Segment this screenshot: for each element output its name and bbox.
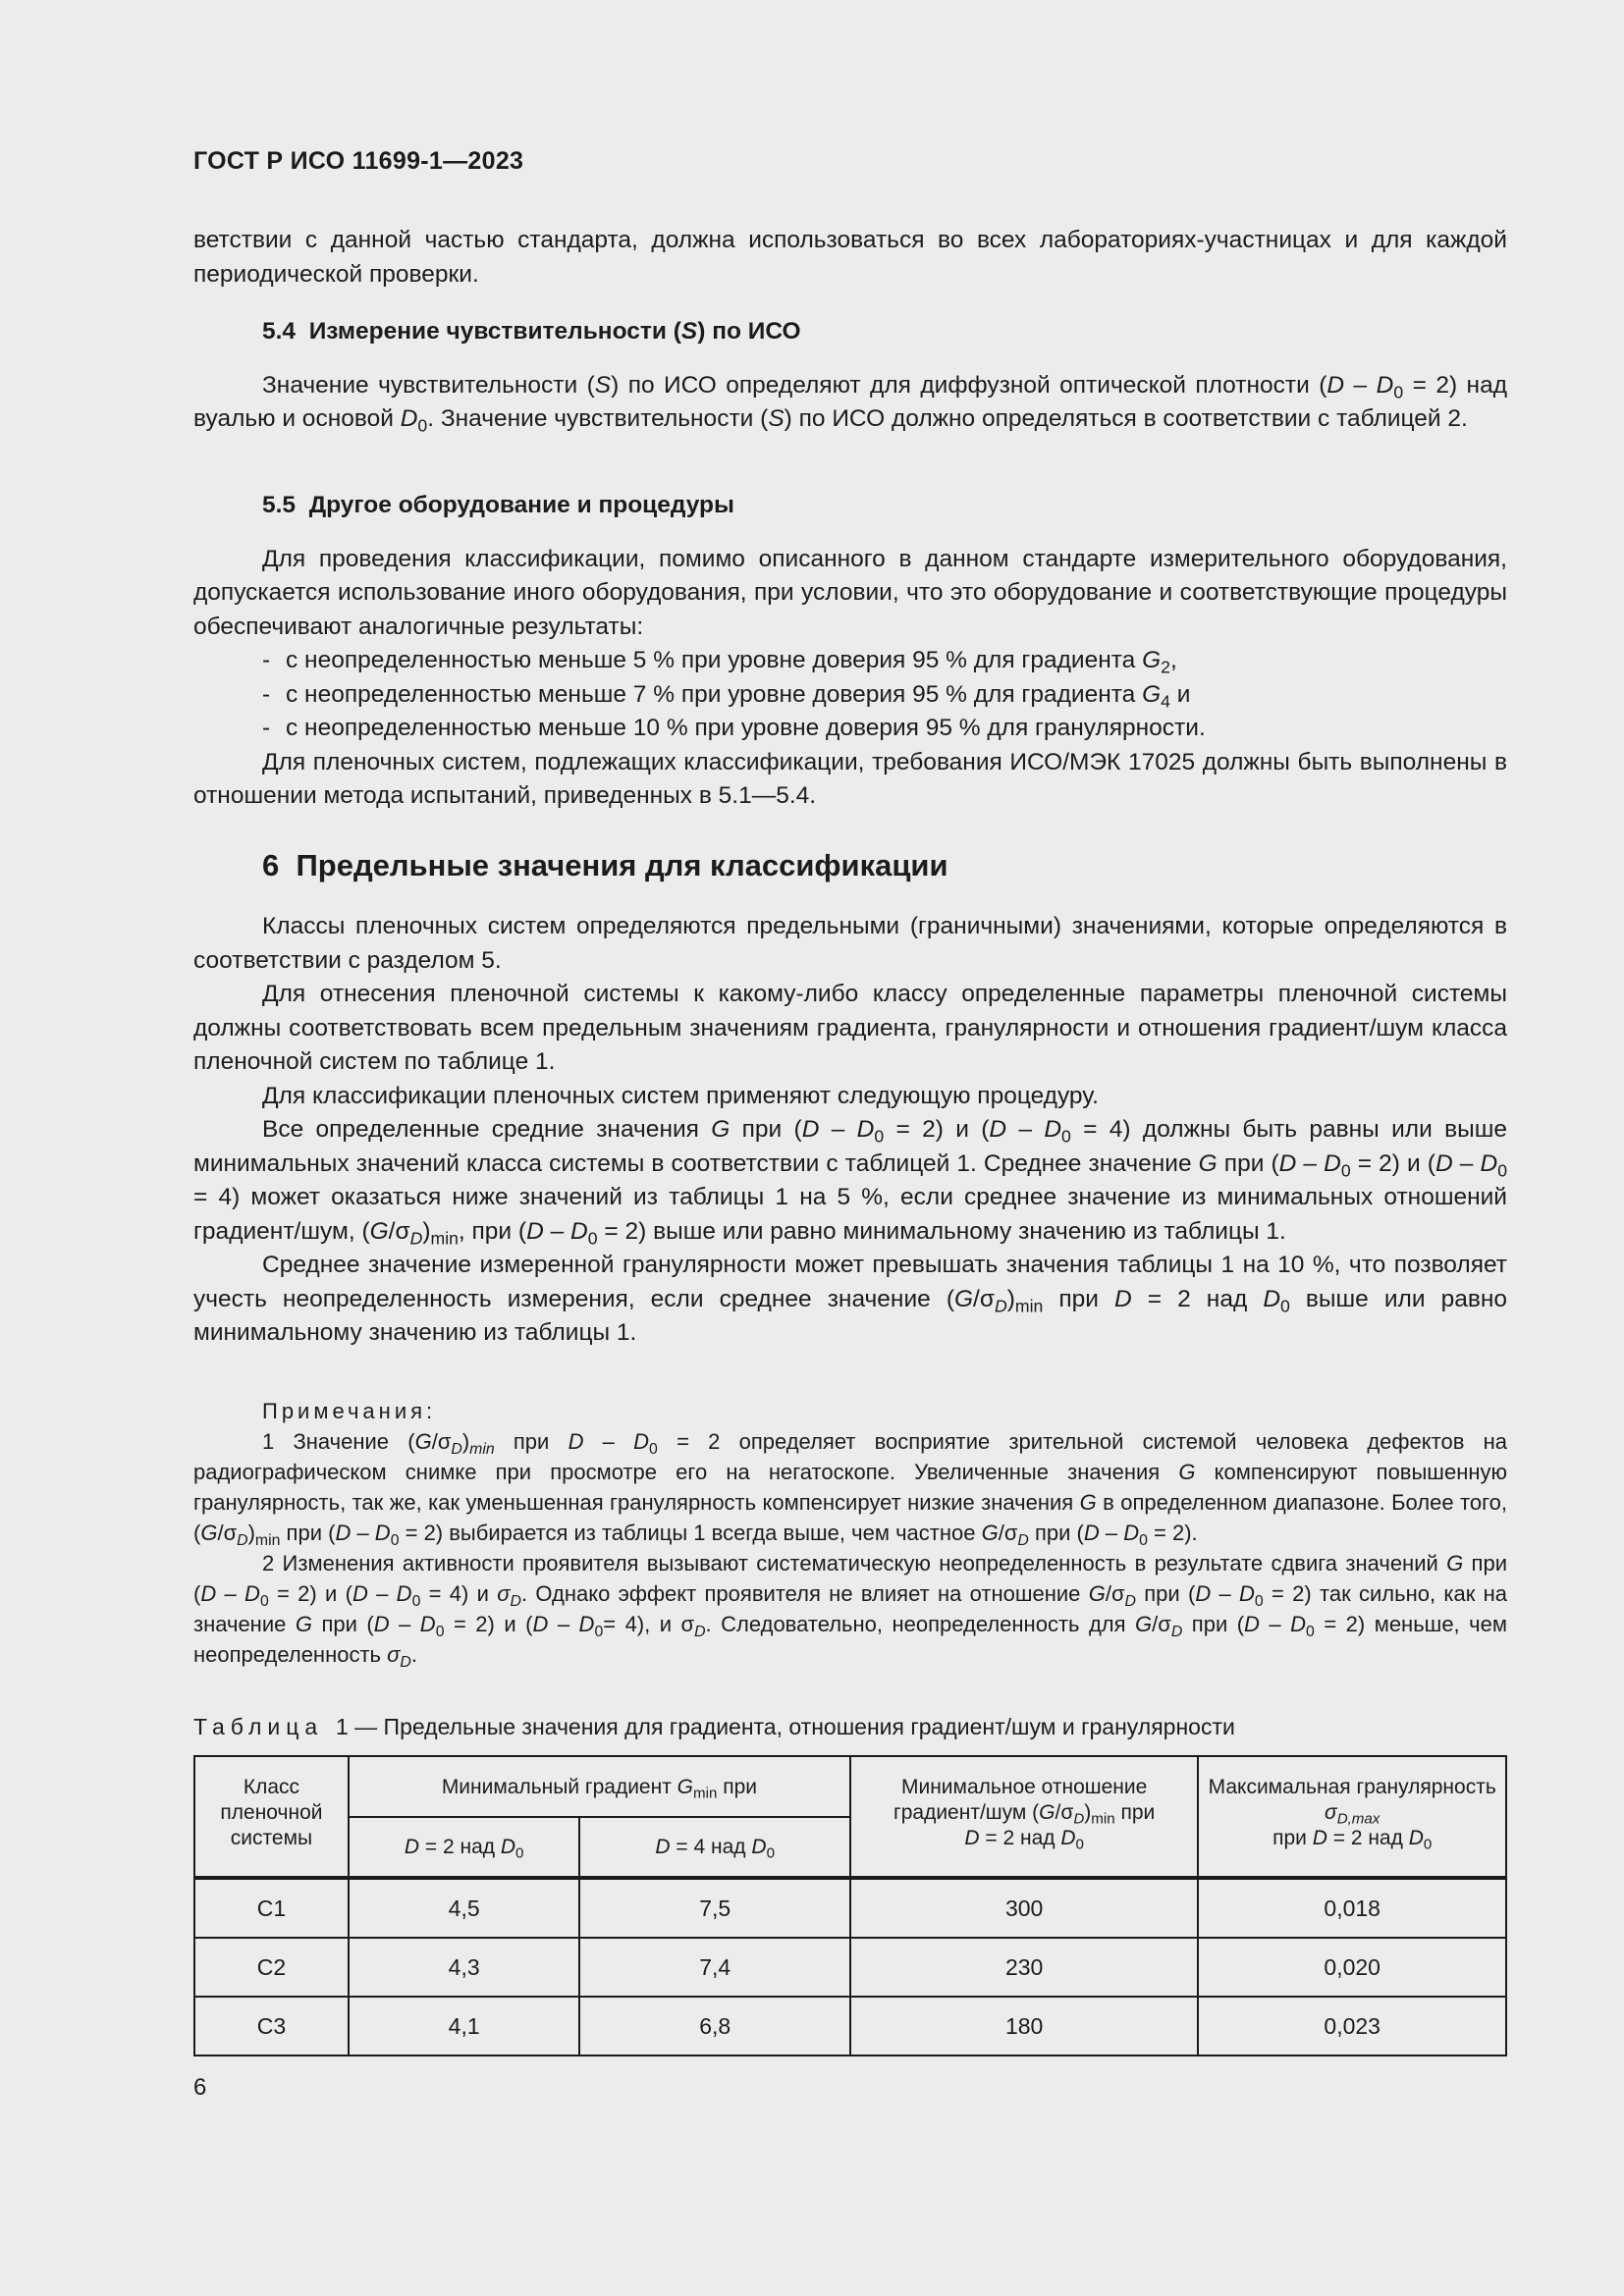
section-5-5-paragraph-1: Для проведения классификации, помимо описанного в данном стандарте измерительного оборудования, допускается использование иного оборудования, при условии, что это оборудование и соответствующие процедуры обеспечивают аналогичные результаты: <box>193 545 1507 640</box>
list-item: - с неопределенностью меньше 7 % при уровне доверия 95 % для градиента $G_4$ и <box>262 680 1191 711</box>
section-5-4-paragraph: Значение чувствительности (S) по ИСО определяют для диффузной оптической плотности $(D - D_0 = 2)$ над вуалью и основой $D_0$. Значение чувствительности (S) по ИСО должно определяться в соответствии с таблицей 2. <box>193 371 1507 436</box>
notes-block <box>193 1396 1507 1670</box>
header-min-ratio: Минимальное отношение градиент/шум $(G/\sigma_D)_{min}$ при D = 2 над $D_0$ <box>850 1756 1198 1878</box>
cell-g-d4: 7,5 <box>579 1878 849 1938</box>
section-5-5-paragraph-2: Для пленочных систем, подлежащих классификации, требования ИСО/МЭК 17025 должны быть выполнены в отношении метода испытаний, приведенных в 5.1—5.4. <box>193 748 1507 809</box>
section-6-paragraph-1: Классы пленочных систем определяются предельными (граничными) значениями, которые определяются в соответствии с разделом 5. <box>193 913 1507 974</box>
continuation-paragraph: ветствии с данной частью стандарта, должна использоваться во всех лабораториях-участницах и для каждой периодической проверки. <box>193 227 1507 288</box>
table-row <box>194 1938 1506 1997</box>
header-class: Класс пленочной системы <box>194 1756 349 1878</box>
table-row <box>194 1997 1506 2056</box>
section-6-paragraph-2: Для отнесения пленочной системы к какому-либо классу определенные параметры пленочной системы должны соответствовать всем предельным значениям градиента, гранулярности и отношения градиент/шум класса пленочной систем по таблице 1. <box>193 981 1507 1075</box>
section-5-5-heading: 5.5 Другое оборудование и процедуры <box>262 492 734 518</box>
section-6 <box>193 846 1507 885</box>
cell-granularity: 0,018 <box>1198 1878 1506 1938</box>
section-5-4 <box>193 315 1507 437</box>
cell-granularity: 0,020 <box>1198 1938 1506 1997</box>
cell-g-d4: 6,8 <box>579 1997 849 2056</box>
continuation-block <box>193 224 1507 292</box>
header-max-granularity: Максимальная гранулярность $\sigma_{D,max}$ при D = 2 над $D_0$ <box>1198 1756 1506 1878</box>
note-1: 1 Значение $(G/\sigma_D)_{min}$ при $D - D_0 = 2$ определяет восприятие зрительной системой человека дефектов на радиографическом снимке при просмотре его на негатоскопе. Увеличенные значения G компенсируют повышенную гранулярность, так же, как уменьшенная гранулярность компенсирует низкие значения G в определенном диапазоне. Более того, $(G/\sigma_D)_{min}$ при $(D - D_0 = 2)$ выбирается из таблицы 1 всегда выше, чем частное $G/\sigma_D$ при $(D - D_0 = 2)$. <box>193 1429 1507 1549</box>
section-6-body <box>193 910 1507 1351</box>
cell-class: С2 <box>194 1938 349 1997</box>
section-6-heading: 6 Предельные значения для классификации <box>262 848 948 882</box>
table-caption: Таблица 1 — Предельные значения для градиента, отношения градиент/шум и гранулярности <box>193 1714 1235 1739</box>
section-5-4-heading: 5.4 Измерение чувствительности (S) по ИСО <box>262 318 801 345</box>
cell-class: С3 <box>194 1997 349 2056</box>
list-item: - с неопределенностью меньше 5 % при уровне доверия 95 % для градиента $G_2$, <box>262 647 1177 677</box>
cell-g-d2: 4,5 <box>349 1878 580 1938</box>
cell-ratio: 180 <box>850 1997 1198 2056</box>
cell-class: С1 <box>194 1878 349 1938</box>
limits-table <box>193 1755 1507 2056</box>
document-header: ГОСТ Р ИСО 11699-1—2023 <box>193 147 524 175</box>
cell-g-d2: 4,1 <box>349 1997 580 2056</box>
page-number: 6 <box>193 2074 207 2101</box>
cell-ratio: 230 <box>850 1938 1198 1997</box>
section-6-paragraph-5: Среднее значение измеренной гранулярности может превышать значения таблицы 1 на 10 %, что позволяет учесть неопределенность измерения, если среднее значение $(G/\sigma_D)_{min}$ при D = 2 над $D_0$ выше или равно минимальному значению из таблицы 1. <box>193 1252 1507 1346</box>
header-d2: D = 2 над $D_0$ <box>349 1817 580 1878</box>
cell-ratio: 300 <box>850 1878 1198 1938</box>
cell-granularity: 0,023 <box>1198 1997 1506 2056</box>
cell-g-d2: 4,3 <box>349 1938 580 1997</box>
note-2: 2 Изменения активности проявителя вызывают систематическую неопределенность в результате сдвига значений G при $(D - D_0 = 2)$ и $(D - D_0 = 4)$ и $\sigma_D$. Однако эффект проявителя не влияет на отношение $G/\sigma_D$ при $(D - D_0 = 2)$ так сильно, как на значение G при $(D - D_0 = 2)$ и $(D - D_0= 4)$, и $\sigma_D$. Следовательно, неопределенность для $G/\sigma_D$ при $(D - D_0 = 2)$ меньше, чем неопределенность $\sigma_D$. <box>193 1551 1508 1671</box>
header-d4: D = 4 над $D_0$ <box>579 1817 849 1878</box>
section-5-5 <box>193 489 1507 814</box>
table-row <box>194 1878 1506 1938</box>
section-6-paragraph-4: Все определенные средние значения G при $(D - D_0 = 2)$ и $(D - D_0 = 4)$ должны быть равны или выше минимальных значений класса системы в соответствии с таблицей 1. Среднее значение G при $(D - D_0 = 2)$ и $(D - D_0 = 4)$ может оказаться ниже значений из таблицы 1 на 5 %, если среднее значение из минимальных отношений градиент/шум, $(G/\sigma_D)_{min}$, при $(D - D_0 = 2)$ выше или равно минимальному значению из таблицы 1. <box>193 1116 1507 1248</box>
section-6-paragraph-3: Для классификации пленочных систем применяют следующую процедуру. <box>262 1082 1099 1109</box>
list-item: - с неопределенностью меньше 10 % при уровне доверия 95 % для гранулярности. <box>262 715 1206 741</box>
header-min-gradient: Минимальный градиент $G_{min}$ при <box>349 1756 850 1817</box>
cell-g-d4: 7,4 <box>579 1938 849 1997</box>
notes-heading: Примечания: <box>262 1399 437 1423</box>
